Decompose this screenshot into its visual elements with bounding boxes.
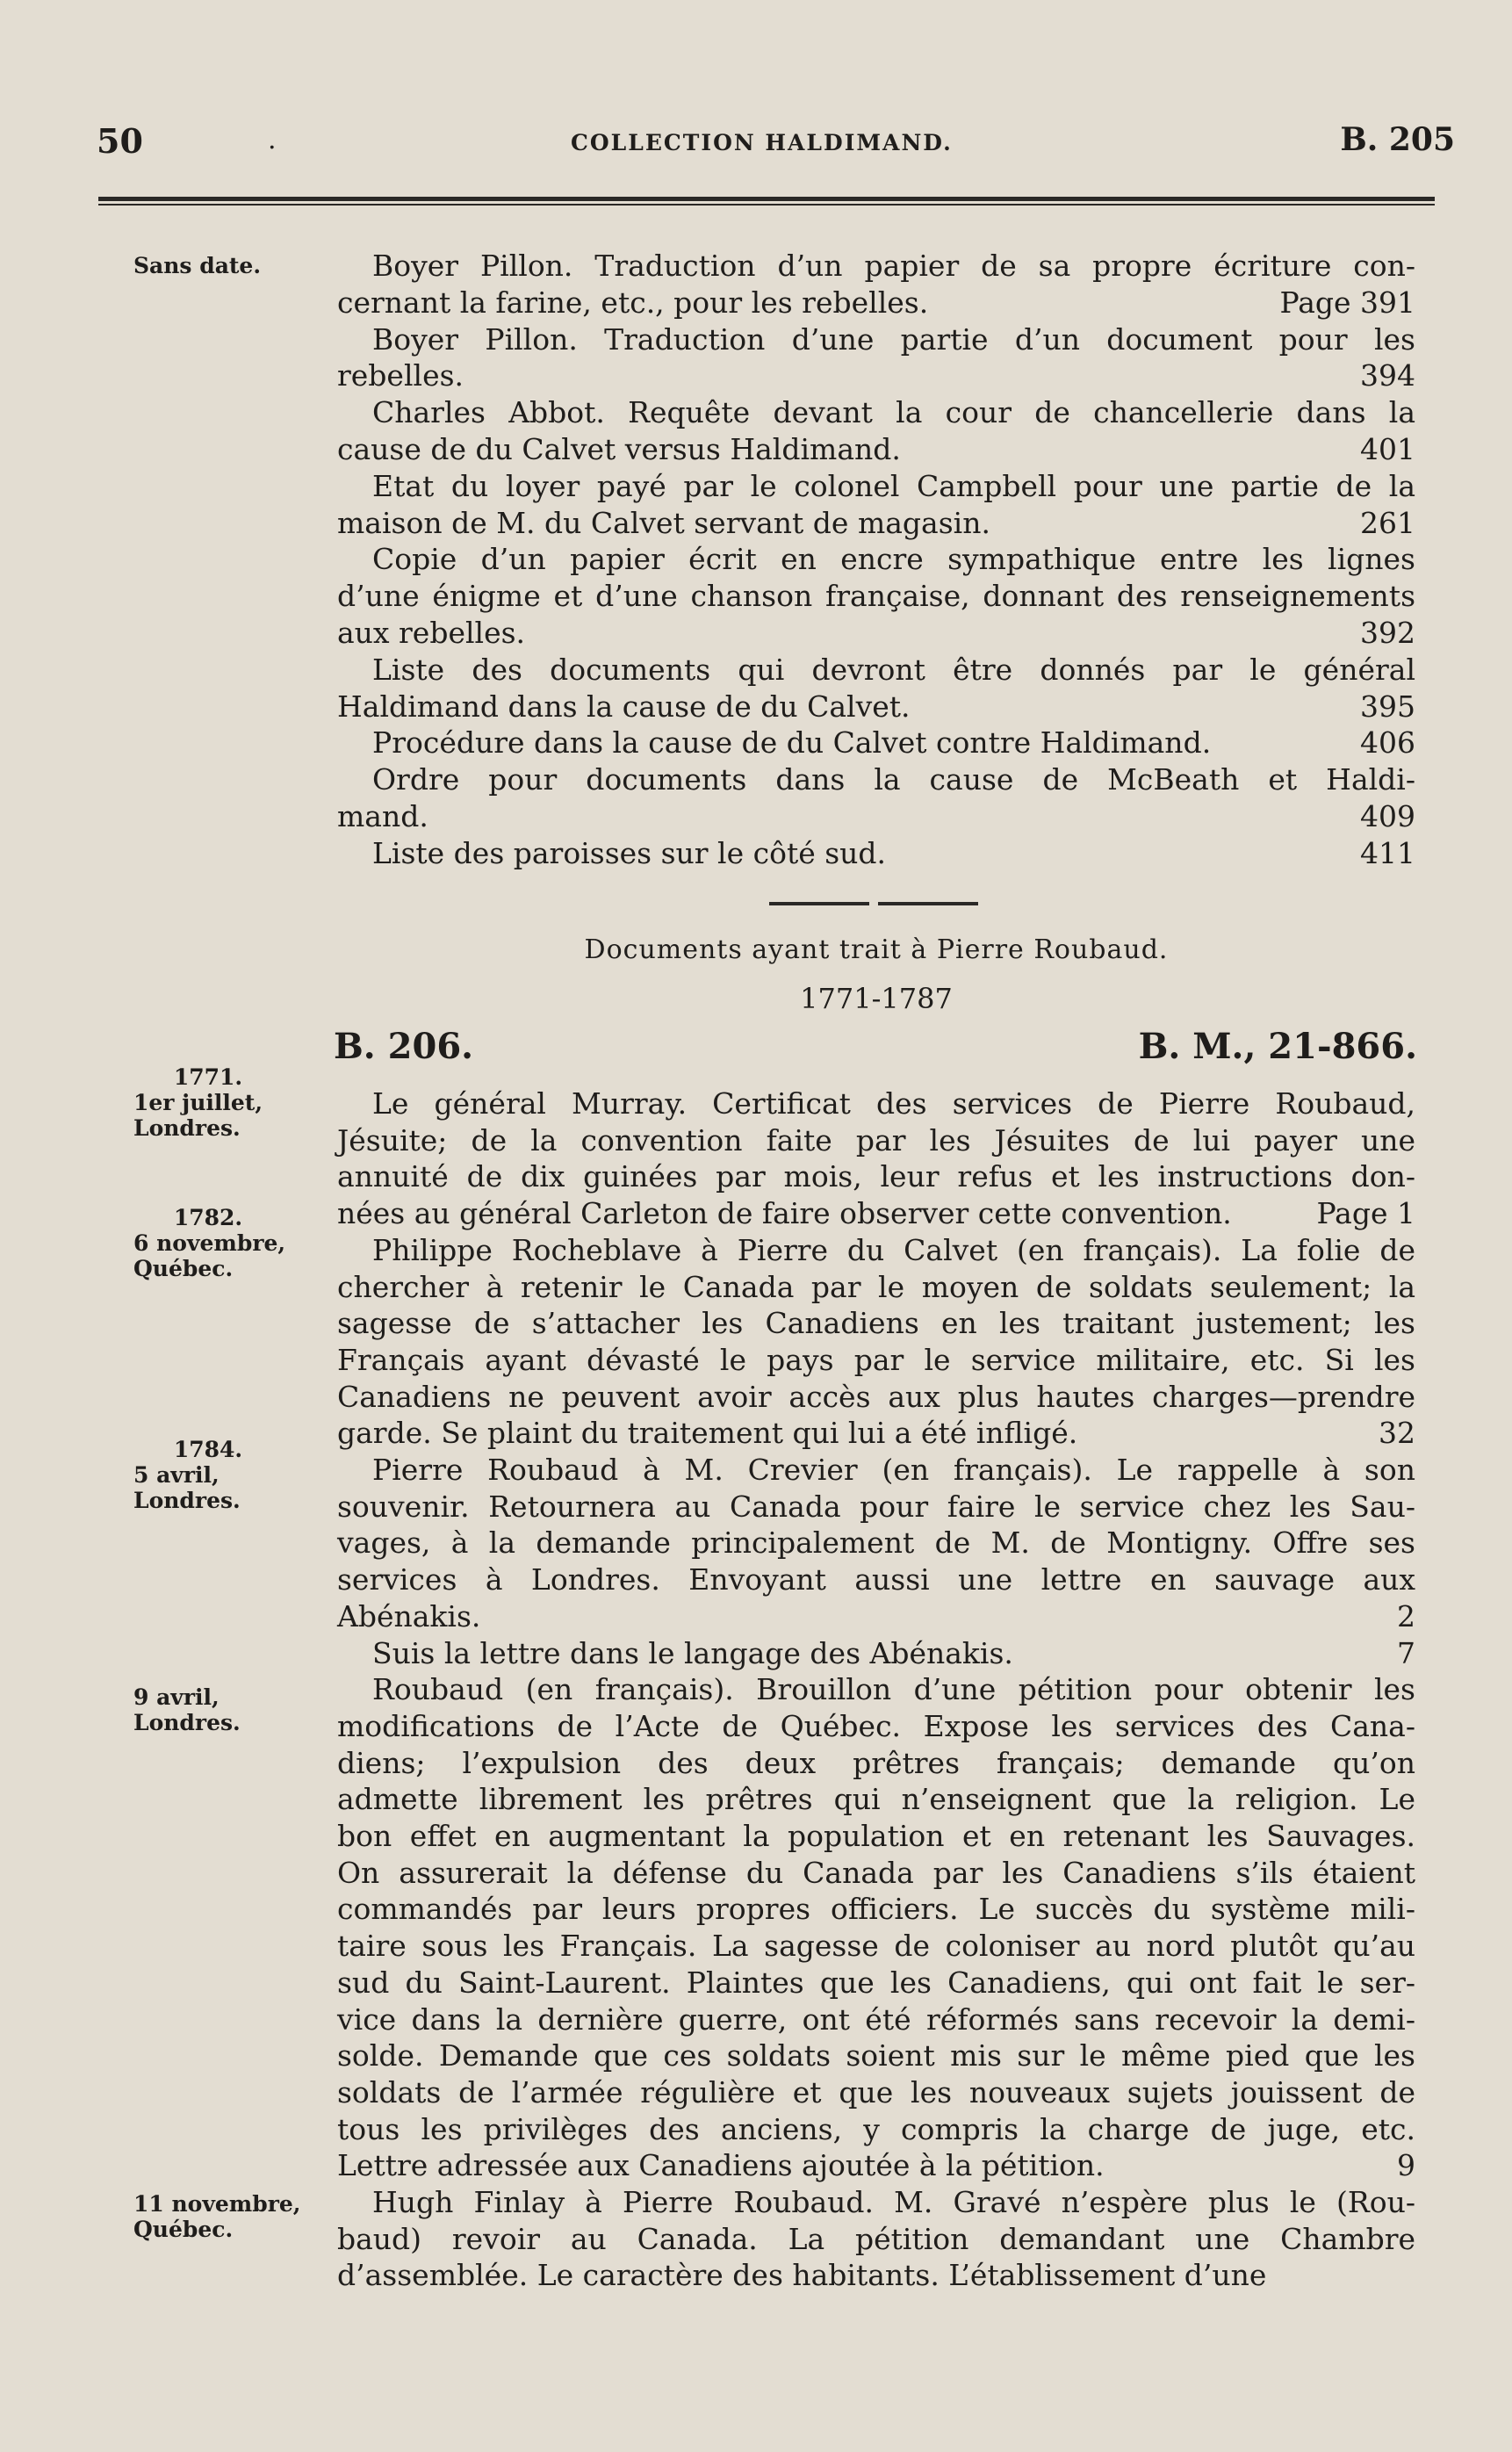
- margin-note: [133, 1205, 327, 1281]
- line-text: Ordre pour documents dans la cause de McBeath et Haldi-: [372, 762, 1415, 797]
- page-reference: 2: [1397, 1598, 1415, 1633]
- line-text: mand.: [337, 799, 428, 833]
- line-text: maison de M. du Calvet servant de magasin.: [337, 505, 990, 540]
- line-text: d’assemblée. Le caractère des habitants. L’établissement d’une: [337, 2258, 1267, 2293]
- text-line: [337, 1708, 1415, 1745]
- text-line: [337, 1561, 1415, 1598]
- line-text: services à Londres. Envoyant aussi une lettre en sauvage aux: [337, 1562, 1415, 1597]
- margin-note-day: 5 avril,: [133, 1462, 220, 1488]
- line-text: nées au général Carleton de faire observer cette convention.: [337, 1196, 1232, 1231]
- page-reference: 406: [1360, 725, 1415, 761]
- section-years: 1771-1787: [800, 982, 953, 1015]
- line-text: Haldimand dans la cause de du Calvet.: [337, 689, 911, 724]
- text-line: [337, 1305, 1415, 1342]
- line-text: d’une énigme et d’une chanson française, donnant des renseignements: [337, 579, 1415, 614]
- line-text: Procédure dans la cause de du Calvet contre Haldimand.: [372, 725, 1212, 761]
- line-text: Etat du loyer payé par le colonel Campbell pour une partie de la: [372, 468, 1415, 503]
- text-line: [337, 1525, 1415, 1561]
- margin-note-day: 1er juillet,: [133, 1090, 263, 1115]
- text-line: [337, 1489, 1415, 1525]
- volume-number: B. 205: [1340, 121, 1455, 158]
- text-line: [372, 835, 1415, 872]
- page-reference: 261: [1360, 505, 1415, 540]
- line-text: solde. Demande que ces soldats soient mis sur le même pied que les: [337, 2038, 1415, 2073]
- text-line: [337, 1379, 1415, 1416]
- text-line: [337, 689, 1415, 725]
- line-text: sud du Saint-Laurent. Plaintes que les Canadiens, qui ont fait le ser-: [337, 1965, 1415, 2000]
- page-reference: 394: [1360, 358, 1415, 393]
- text-line: [337, 1928, 1415, 1965]
- line-text: modifications de l’Acte de Québec. Expose les services des Cana-: [337, 1708, 1415, 1743]
- text-line: [337, 1122, 1415, 1159]
- text-line: [372, 1452, 1415, 1489]
- text-line: [337, 1965, 1415, 2001]
- line-text: Canadiens ne peuvent avoir accès aux plus hautes charges—prendre: [337, 1379, 1415, 1414]
- text-line: [337, 1855, 1415, 1892]
- line-text: Le général Murray. Certificat des services de Pierre Roubaud,: [372, 1086, 1415, 1121]
- margin-date-sans-date: Sans date.: [133, 253, 262, 278]
- text-line: [337, 2221, 1415, 2258]
- line-text: soldats de l’armée régulière et que les nouveaux sujets jouissent de: [337, 2074, 1415, 2109]
- line-text: Liste des paroisses sur le côté sud.: [372, 835, 887, 870]
- text-line: [372, 1635, 1415, 1672]
- line-text: Suis la lettre dans le langage des Abénakis.: [372, 1635, 1013, 1670]
- line-text: On assurerait la défense du Canada par les Canadiens s’ils étaient: [337, 1855, 1415, 1890]
- line-text: souvenir. Retournera au Canada pour faire le service chez les Sau-: [337, 1489, 1415, 1524]
- margin-note-day: 6 novembre,: [133, 1230, 286, 1256]
- line-text: Boyer Pillon. Traduction d’une partie d’un document pour les: [372, 321, 1415, 357]
- text-line: [372, 761, 1415, 798]
- margin-note-place: Québec.: [133, 2217, 234, 2242]
- line-text: Français ayant dévasté le pays par le service militaire, etc. Si les: [337, 1342, 1415, 1377]
- line-text: Roubaud (en français). Brouillon d’une pétition pour obtenir les: [372, 1672, 1415, 1707]
- margin-note-year: 1782.: [173, 1205, 243, 1230]
- text-line: [372, 652, 1415, 689]
- text-line: [337, 2111, 1415, 2148]
- line-text: vice dans la dernière guerre, ont été réformés sans recevoir la demi-: [337, 2001, 1415, 2037]
- margin-note: [133, 1064, 327, 1141]
- text-line: [337, 357, 1415, 394]
- line-text: tous les privilèges des anciens, y compris la charge de juge, etc.: [337, 2111, 1415, 2146]
- text-line: [337, 2257, 1415, 2294]
- line-text: baud) revoir au Canada. La pétition demandant une Chambre: [337, 2221, 1415, 2256]
- page-reference: 395: [1360, 689, 1415, 724]
- line-text: rebelles.: [337, 358, 464, 393]
- header-rule-thick: [98, 197, 1435, 201]
- text-line: [337, 2037, 1415, 2074]
- margin-note-place: Londres.: [133, 1115, 241, 1141]
- margin-note-place: Londres.: [133, 1710, 241, 1735]
- text-line: [337, 1781, 1415, 1818]
- line-text: Abénakis.: [337, 1598, 481, 1633]
- text-line: [372, 321, 1415, 358]
- text-line: [337, 505, 1415, 542]
- page-reference: Page 391: [1279, 285, 1415, 320]
- line-text: vages, à la demande principalement de M. de Montigny. Offre ses: [337, 1525, 1415, 1561]
- text-line: [372, 248, 1415, 285]
- text-line: [372, 2184, 1415, 2221]
- margin-note-year: 1771.: [173, 1064, 243, 1090]
- page-reference: 392: [1360, 616, 1415, 650]
- margin-note: [133, 1437, 327, 1513]
- text-line: [337, 1342, 1415, 1379]
- margin-note-place: Québec.: [133, 1256, 234, 1281]
- text-line: [337, 285, 1415, 321]
- page-reference: 32: [1379, 1416, 1415, 1451]
- line-text: admette librement les prêtres qui n’enseignent que la religion. Le: [337, 1782, 1415, 1817]
- page-reference: Page 1: [1316, 1196, 1415, 1231]
- margin-note-day: 11 novembre,: [133, 2191, 301, 2217]
- margin-note-day: 9 avril,: [133, 1684, 220, 1710]
- line-text: cernant la farine, etc., pour les rebelles.: [337, 285, 929, 320]
- text-line: [372, 468, 1415, 505]
- collection-title: COLLECTION HALDIMAND.: [571, 130, 953, 155]
- ornament-rule-left: [769, 902, 869, 905]
- page-reference: 409: [1360, 799, 1415, 833]
- text-line: [337, 1598, 1415, 1635]
- running-header: [97, 121, 1455, 160]
- margin-note-year: 1784.: [173, 1437, 243, 1462]
- line-text: Philippe Rocheblave à Pierre du Calvet (en français). La folie de: [372, 1232, 1415, 1267]
- text-line: [372, 541, 1415, 578]
- line-text: chercher à retenir le Canada par le moyen de soldats seulement; la: [337, 1269, 1415, 1304]
- line-text: Liste des documents qui devront être donnés par le général: [372, 652, 1415, 687]
- text-line: [337, 798, 1415, 835]
- line-text: Charles Abbot. Requête devant la cour de chancellerie dans la: [372, 395, 1415, 430]
- text-line: [337, 1269, 1415, 1306]
- margin-note: [133, 2191, 327, 2242]
- margin-note-place: Londres.: [133, 1488, 241, 1513]
- text-line: [337, 1891, 1415, 1928]
- line-text: taire sous les Français. La sagesse de coloniser au nord plutôt qu’au: [337, 1929, 1415, 1964]
- header-rule-thin: [98, 204, 1435, 206]
- page-reference: 7: [1397, 1635, 1415, 1670]
- text-line: [372, 725, 1415, 761]
- line-text: Jésuite; de la convention faite par les Jésuites de lui payer une: [337, 1122, 1415, 1157]
- ornament-rule-right: [878, 902, 978, 905]
- line-text: Pierre Roubaud à M. Crevier (en français). Le rappelle à son: [372, 1453, 1415, 1487]
- page-reference: 9: [1397, 2148, 1415, 2183]
- text-line: [372, 1085, 1415, 1122]
- line-text: annuité de dix guinées par mois, leur refus et les instructions don-: [337, 1159, 1415, 1194]
- text-line: [337, 578, 1415, 615]
- line-text: cause de du Calvet versus Haldimand.: [337, 432, 901, 466]
- section-volume-right: B. M., 21-866.: [1138, 1026, 1417, 1067]
- text-line: [337, 1745, 1415, 1782]
- margin-note: [133, 1684, 327, 1735]
- text-line: [337, 431, 1415, 468]
- section-title: Documents ayant trait à Pierre Roubaud.: [584, 934, 1169, 965]
- line-text: diens; l’expulsion des deux prêtres français; demande qu’on: [337, 1745, 1415, 1780]
- line-text: Boyer Pillon. Traduction d’un papier de sa propre écriture con-: [372, 249, 1415, 283]
- line-text: sagesse de s’attacher les Canadiens en les traitant justement; les: [337, 1306, 1415, 1341]
- text-line: [337, 1818, 1415, 1855]
- text-line: [337, 1415, 1415, 1452]
- line-text: Lettre adressée aux Canadiens ajoutée à la pétition.: [337, 2148, 1105, 2183]
- text-line: [337, 1158, 1415, 1195]
- text-line: [372, 1671, 1415, 1708]
- line-text: Hugh Finlay à Pierre Roubaud. M. Gravé n’espère plus le (Rou-: [372, 2185, 1415, 2219]
- section-volume-left: B. 206.: [334, 1026, 474, 1067]
- page-reference: 401: [1360, 432, 1415, 466]
- line-text: commandés par leurs propres officiers. Le succès du système mili-: [337, 1892, 1415, 1927]
- text-line: [372, 1232, 1415, 1269]
- text-line: [372, 394, 1415, 431]
- text-line: [337, 2147, 1415, 2184]
- header-separator: .: [268, 125, 277, 155]
- page-number: 50: [97, 121, 143, 161]
- text-line: [337, 2074, 1415, 2111]
- line-text: Copie d’un papier écrit en encre sympathique entre les lignes: [372, 542, 1415, 577]
- text-line: [337, 615, 1415, 652]
- text-line: [337, 1195, 1415, 1232]
- line-text: bon effet en augmentant la population et en retenant les Sauvages.: [337, 1819, 1415, 1853]
- text-line: [337, 2001, 1415, 2038]
- page-reference: 411: [1360, 835, 1415, 870]
- line-text: garde. Se plaint du traitement qui lui a été infligé.: [337, 1416, 1078, 1451]
- line-text: aux rebelles.: [337, 616, 526, 650]
